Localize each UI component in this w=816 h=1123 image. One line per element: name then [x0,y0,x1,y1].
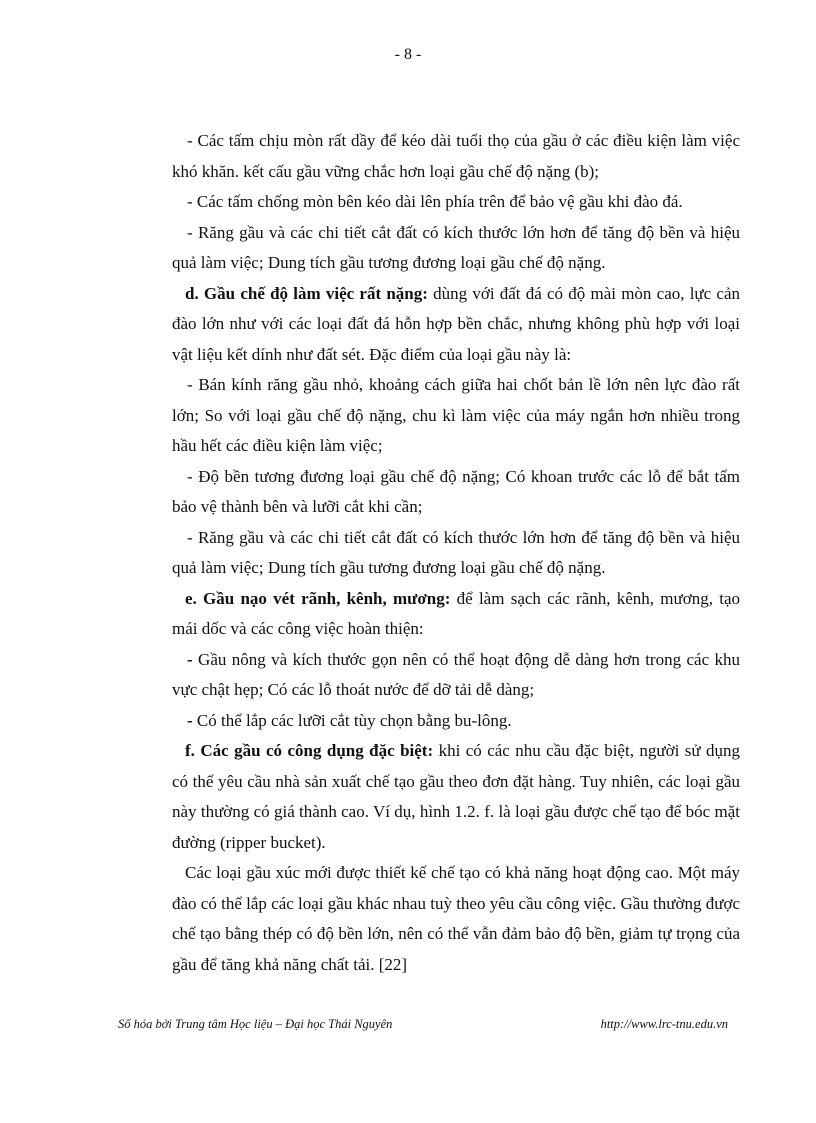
paragraph-text: để làm sạch các rãnh, kênh, mương, tạo mái dốc và các công việc hoàn thiện: [172,588,741,638]
paragraph [172,523,740,584]
paragraph [172,462,740,523]
paragraph-lead: f. Các gầu có công dụng đặc biệt: [185,741,434,760]
paragraph-text: dùng với đất đá có độ mài mòn cao, lực cản đào lớn như với các loại đất đá hỗn hợp bền chắc, nhưng không phù hợp với loại vật liệu kết dính như đất sét. Đặc điểm của loại gầu này là: [172,283,740,364]
paragraph [172,858,740,980]
paragraph-text: Gầu nông và kích thước gọn nên có thể hoạt động dễ dàng hơn trong các khu vực chật hẹp; Có các lỗ thoát nước để dỡ tải dễ dàng; [172,649,740,699]
body-text [172,126,740,980]
paragraph [172,126,740,187]
paragraph [172,584,740,645]
footer-url: http://www.lrc-tnu.edu.vn [600,1017,728,1031]
paragraph [172,279,740,371]
paragraph-text: - Răng gầu và các chi tiết cắt đất có kích thước lớn hơn để tăng độ bền và hiệu quả làm việc; Dung tích gầu tương đương loại gầu chế độ nặng. [172,527,740,577]
paragraph [172,370,740,462]
paragraph-text: Có thể lắp các lưỡi cắt tùy chọn bằng bu-lông. [192,710,512,730]
paragraph-text: Các loại gầu xúc mới được thiết kế chế tạo có khả năng hoạt động cao. Một máy đào có thể lắp các loại gầu khác nhau tuỳ theo yêu cầu công việc. Gầu thường được chế tạo bằng thép có độ bền lớn, nên có thể vẫn đảm bảo độ bền, giảm tự trọng của gầu để tăng khả năng chất tải. [22] [172,863,740,974]
paragraph-lead: d. Gầu chế độ làm việc rất nặng: [185,283,428,303]
paragraph [172,706,740,737]
paragraph-text: - Các tấm chống mòn bên kéo dài lên phía trên để bảo vệ gầu khi đào đá. [187,192,683,211]
paragraph-lead: - [187,710,193,730]
paragraph-text: - Độ bền tương đương loại gầu chế độ nặng; Có khoan trước các lỗ để bắt tấm bảo vệ thành bên và lưỡi cắt khi cần; [172,466,740,516]
paragraph [172,736,740,858]
paragraph-text: - Bán kính răng gầu nhỏ, khoảng cách giữa hai chốt bản lề lớn nên lực đào rất lớn; So với loại gầu chế độ nặng, chu kì làm việc của máy ngắn hơn nhiều trong hầu hết các điều kiện làm việc; [172,375,740,455]
paragraph-text: - Răng gầu và các chi tiết cắt đất có kích thước lớn hơn để tăng độ bền và hiệu quả làm việc; Dung tích gầu tương đương loại gầu chế độ nặng. [172,222,740,272]
paragraph [172,187,740,218]
paragraph-text: khi có các nhu cầu đặc biệt, người sử dụng có thể yêu cầu nhà sản xuất chế tạo gầu theo đơn đặt hàng. Tuy nhiên, các loại gầu này thường có giá thành cao. Ví dụ, hình 1.2. f. là loại gầu được chế tạo để bóc mặt đường (ripper bucket). [172,741,740,852]
paragraph [172,218,740,279]
paragraph-text: - Các tấm chịu mòn rất dầy để kéo dài tuổi thọ của gầu ở các điều kiện làm việc khó khăn. kết cấu gầu vững chắc hơn loại gầu chế độ nặng (b); [172,131,740,181]
footer-credit: Số hóa bởi Trung tâm Học liệu – Đại học Thái Nguyên [118,1017,393,1031]
paragraph-lead: - [187,649,193,669]
paragraph-lead: e. Gầu nạo vét rãnh, kênh, mương: [185,588,451,608]
page-number: - 8 - [394,46,422,63]
paragraph [172,645,740,706]
